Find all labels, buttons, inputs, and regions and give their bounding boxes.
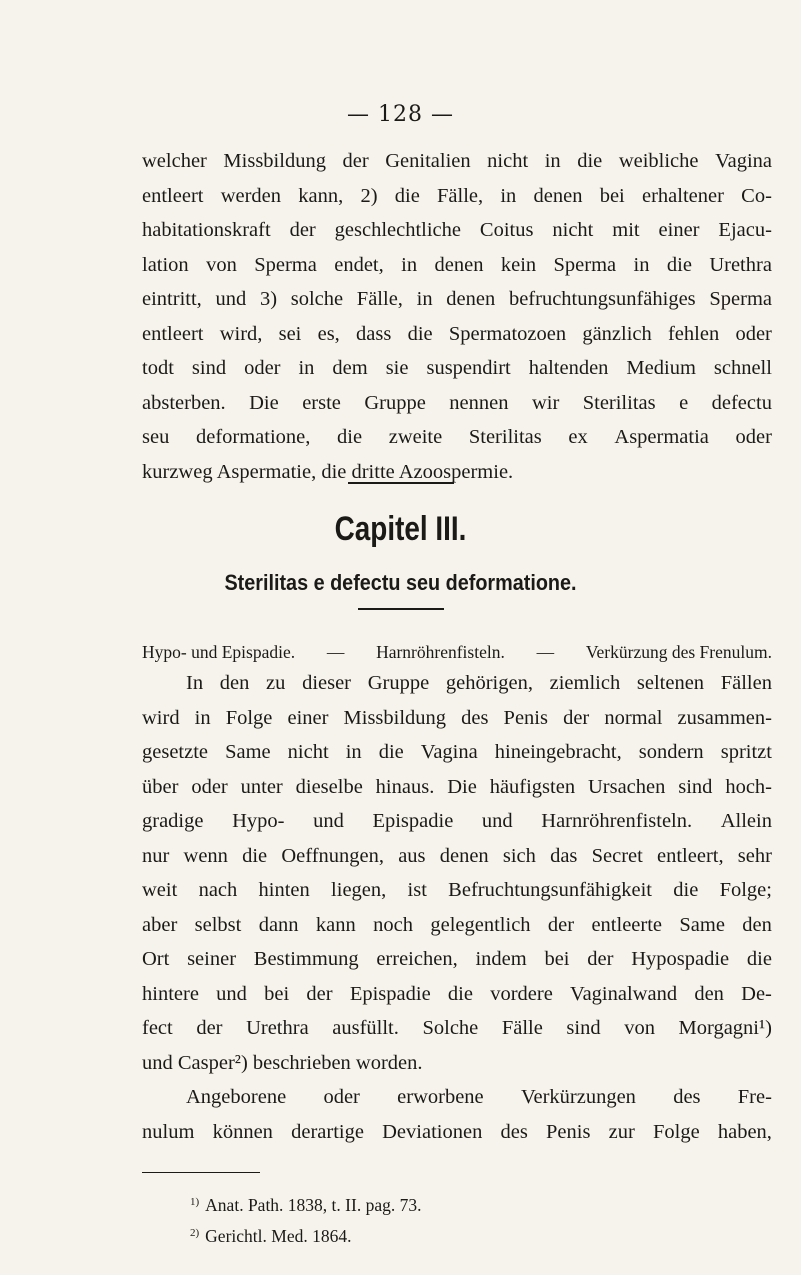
footnotes <box>190 1188 421 1250</box>
text-line: fect der Urethra ausfüllt. Solche Fälle sind von Morgagni¹) <box>142 1017 772 1039</box>
text-line: gesetzte Same nicht in die Vagina hineingebracht, sondern spritzt <box>142 741 772 763</box>
text-line: seu deformatione, die zweite Sterilitas ex Aspermatia oder <box>142 426 772 448</box>
text-line: aber selbst dann kann noch gelegentlich der entleerte Same den <box>142 913 772 936</box>
paragraph-1 <box>142 144 772 489</box>
text-line: weit nach hinten liegen, ist Befruchtungsunfähigkeit die Folge; <box>142 879 772 901</box>
footnote-2: $^{2)}$ Gerichtl. Med. 1864. <box>190 1226 352 1246</box>
page-number: — 128 — <box>347 102 454 127</box>
text-line: eintritt, und 3) solche Fälle, in denen befruchtungsunfähiges Sperma <box>142 288 772 310</box>
text-line: absterben. Die erste Gruppe nennen wir Sterilitas e defectu <box>142 391 772 414</box>
text-line: und Casper²) beschrieben worden. <box>142 1051 423 1074</box>
text-line: nulum können derartige Deviationen des Penis zur Folge haben, <box>142 1120 772 1143</box>
section-divider <box>348 482 454 484</box>
summary-separator: — <box>536 642 555 662</box>
text-line: In den zu dieser Gruppe gehörigen, ziemlich seltenen Fällen <box>186 672 772 694</box>
chapter-title: Capitel III. <box>334 510 467 548</box>
footnote-rule <box>142 1172 260 1173</box>
text-line: Angeborene oder erworbene Verkürzungen des Fre- <box>186 1086 772 1108</box>
text-line: über oder unter dieselbe hinaus. Die häufigsten Ursachen sind hoch- <box>142 775 772 798</box>
summary-separator: — <box>326 642 345 662</box>
summary-topic-1: Hypo- und Epispadie. <box>142 642 296 662</box>
footnote-1: $^{1)}$ Anat. Path. 1838, t. II. pag. 73. <box>190 1195 422 1215</box>
summary-topic-2: Harnröhrenfisteln. <box>376 642 505 662</box>
chapter-subtitle: Sterilitas e defectu seu deformatione. <box>224 570 577 595</box>
summary-topic-3: Verkürzung des Frenulum. <box>585 642 772 662</box>
text-line: Ort seiner Bestimmung erreichen, indem bei der Hypospadie die <box>142 948 772 970</box>
text-line: lation von Sperma endet, in denen kein Sperma in die Urethra <box>142 253 772 276</box>
text-line: gradige Hypo- und Epispadie und Harnröhrenfisteln. Allein <box>142 810 772 832</box>
text-line: welcher Missbildung der Genitalien nicht in die weibliche Vagina <box>142 150 772 172</box>
text-line: kurzweg Aspermatie, die dritte Azoospermie. <box>142 460 514 483</box>
text-line: wird in Folge einer Missbildung des Penis der normal zusammen- <box>142 706 772 729</box>
text-line: entleert werden kann, 2) die Fälle, in denen bei erhaltener Co- <box>142 184 772 207</box>
text-line: entleert wird, sei es, dass die Spermatozoen gänzlich fehlen oder <box>142 322 772 345</box>
subtitle-divider <box>358 608 444 610</box>
chapter-summary <box>142 642 772 663</box>
text-line: hintere und bei der Epispadie die vordere Vaginalwand den De- <box>142 982 772 1005</box>
text-line: habitationskraft der geschlechtliche Coitus nicht mit einer Ejacu- <box>142 219 772 241</box>
text-line: todt sind oder in dem sie suspendirt haltenden Medium schnell <box>142 357 772 379</box>
paragraph-2 <box>142 666 772 1149</box>
text-line: nur wenn die Oeffnungen, aus denen sich das Secret entleert, sehr <box>142 844 772 867</box>
